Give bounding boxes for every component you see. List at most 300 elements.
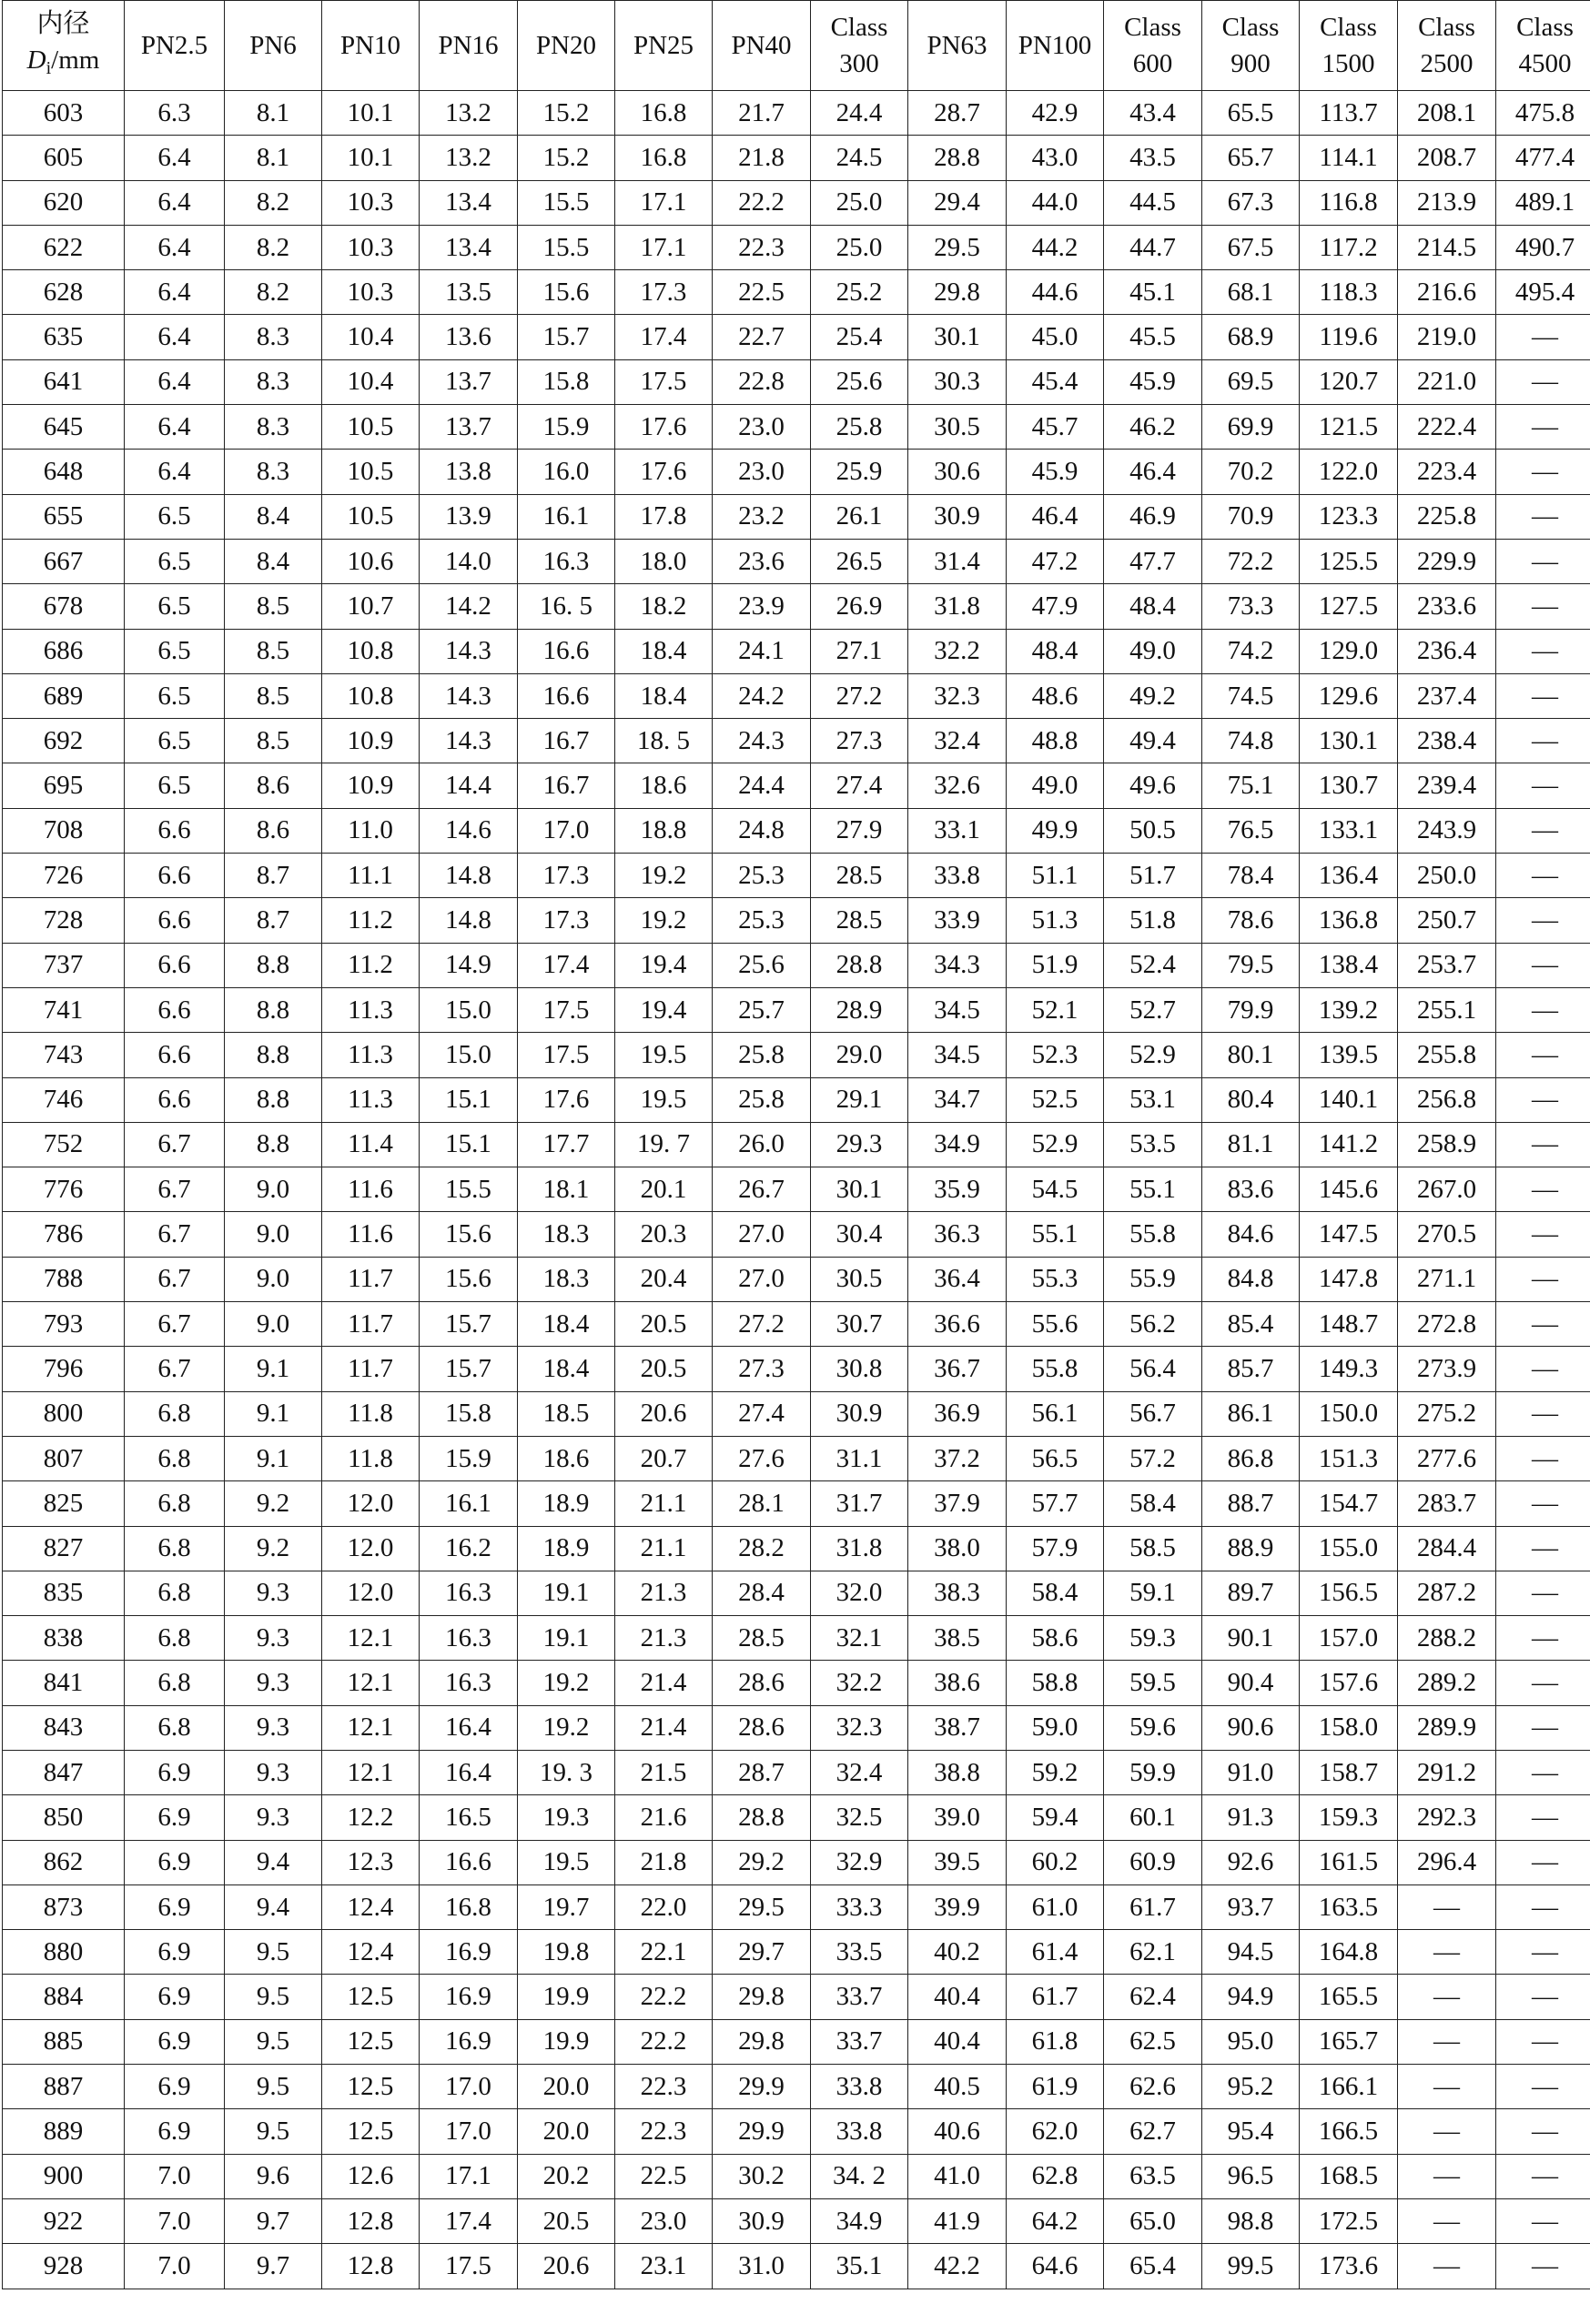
thickness-cell: 76.5 — [1202, 808, 1300, 853]
thickness-cell: 155.0 — [1300, 1526, 1398, 1571]
thickness-cell: 65.7 — [1202, 136, 1300, 180]
thickness-cell: 140.1 — [1300, 1077, 1398, 1122]
thickness-cell: 16.4 — [420, 1705, 518, 1750]
thickness-cell: 27.0 — [713, 1212, 811, 1257]
thickness-cell: 27.4 — [811, 763, 908, 808]
thickness-cell: 16.7 — [518, 719, 615, 763]
thickness-cell: 10.9 — [322, 719, 420, 763]
diameter-cell: 928 — [3, 2244, 125, 2289]
thickness-cell: — — [1496, 1167, 1590, 1212]
thickness-cell: — — [1496, 808, 1590, 853]
diameter-cell: 708 — [3, 808, 125, 853]
thickness-cell: 22.3 — [615, 2065, 713, 2109]
thickness-cell: 24.5 — [811, 136, 908, 180]
thickness-cell: 258.9 — [1398, 1122, 1496, 1167]
thickness-cell: 15.7 — [420, 1347, 518, 1391]
thickness-cell: 45.5 — [1104, 315, 1202, 359]
thickness-cell: 8.1 — [225, 136, 322, 180]
thickness-cell: 116.8 — [1300, 180, 1398, 225]
thickness-cell: 21.1 — [615, 1526, 713, 1571]
thickness-cell: 19.5 — [518, 1840, 615, 1884]
thickness-cell: 151.3 — [1300, 1436, 1398, 1480]
thickness-cell: 19.9 — [518, 1975, 615, 2019]
thickness-cell: 60.1 — [1104, 1795, 1202, 1840]
thickness-cell: 138.4 — [1300, 943, 1398, 987]
thickness-cell: 11.7 — [322, 1347, 420, 1391]
thickness-cell: 17.4 — [518, 943, 615, 987]
thickness-cell: 12.3 — [322, 1840, 420, 1884]
thickness-cell: 93.7 — [1202, 1884, 1300, 1929]
thickness-cell: 489.1 — [1496, 180, 1590, 225]
thickness-cell: 208.7 — [1398, 136, 1496, 180]
thickness-cell: 57.2 — [1104, 1436, 1202, 1480]
thickness-cell: 48.4 — [1104, 584, 1202, 629]
table-row — [3, 1122, 1590, 1167]
thickness-cell: 150.0 — [1300, 1391, 1398, 1436]
diameter-cell: 628 — [3, 270, 125, 315]
thickness-cell: 16.8 — [420, 1884, 518, 1929]
thickness-cell: 14.9 — [420, 943, 518, 987]
thickness-cell: — — [1398, 2109, 1496, 2154]
table-row — [3, 673, 1590, 718]
thickness-cell: 44.0 — [1007, 180, 1104, 225]
thickness-cell: 33.3 — [811, 1884, 908, 1929]
diameter-cell: 743 — [3, 1033, 125, 1077]
thickness-cell: 18.4 — [615, 629, 713, 673]
table-row — [3, 270, 1590, 315]
thickness-cell: 35.1 — [811, 2244, 908, 2289]
thickness-cell: 28.9 — [811, 987, 908, 1032]
thickness-cell: 61.4 — [1007, 1930, 1104, 1975]
thickness-cell: 16.7 — [518, 763, 615, 808]
thickness-cell: 32.5 — [811, 1795, 908, 1840]
thickness-cell: 94.5 — [1202, 1930, 1300, 1975]
column-header-line1: PN100 — [1018, 31, 1092, 60]
thickness-cell: 10.5 — [322, 405, 420, 450]
thickness-cell: 43.0 — [1007, 136, 1104, 180]
thickness-cell: 55.3 — [1007, 1257, 1104, 1301]
thickness-cell: 21.1 — [615, 1481, 713, 1526]
thickness-cell: 10.3 — [322, 270, 420, 315]
thickness-cell: 8.1 — [225, 91, 322, 136]
thickness-cell: — — [1496, 987, 1590, 1032]
diameter-cell: 741 — [3, 987, 125, 1032]
thickness-cell: 62.8 — [1007, 2154, 1104, 2198]
thickness-cell: 11.2 — [322, 898, 420, 943]
thickness-cell: 129.6 — [1300, 673, 1398, 718]
thickness-cell: 31.4 — [908, 539, 1007, 583]
thickness-cell: 25.2 — [811, 270, 908, 315]
thickness-cell: 21.4 — [615, 1705, 713, 1750]
thickness-cell: 27.3 — [713, 1347, 811, 1391]
thickness-cell: 79.9 — [1202, 987, 1300, 1032]
thickness-cell: 9.5 — [225, 2019, 322, 2064]
table-row — [3, 1481, 1590, 1526]
thickness-cell: 21.7 — [713, 91, 811, 136]
thickness-cell: 19. 3 — [518, 1750, 615, 1794]
thickness-cell: — — [1496, 450, 1590, 494]
thickness-cell: 141.2 — [1300, 1122, 1398, 1167]
diameter-cell: 686 — [3, 629, 125, 673]
thickness-cell: 6.6 — [125, 1033, 225, 1077]
thickness-cell: 56.7 — [1104, 1391, 1202, 1436]
thickness-cell: 34.5 — [908, 987, 1007, 1032]
thickness-cell: 88.9 — [1202, 1526, 1300, 1571]
thickness-cell: 38.8 — [908, 1750, 1007, 1794]
thickness-cell: 127.5 — [1300, 584, 1398, 629]
thickness-cell: 10.1 — [322, 91, 420, 136]
thickness-cell: 36.4 — [908, 1257, 1007, 1301]
wall-thickness-table — [2, 0, 1590, 2289]
thickness-cell: 6.4 — [125, 180, 225, 225]
thickness-cell: 16.9 — [420, 1930, 518, 1975]
diameter-cell: 885 — [3, 2019, 125, 2064]
thickness-cell: 14.4 — [420, 763, 518, 808]
thickness-cell: 39.0 — [908, 1795, 1007, 1840]
thickness-cell: 6.5 — [125, 494, 225, 539]
thickness-cell: 292.3 — [1398, 1795, 1496, 1840]
thickness-cell: 271.1 — [1398, 1257, 1496, 1301]
thickness-cell: 8.8 — [225, 1122, 322, 1167]
thickness-cell: 61.8 — [1007, 2019, 1104, 2064]
thickness-cell: 26.7 — [713, 1167, 811, 1212]
thickness-cell: 6.7 — [125, 1347, 225, 1391]
column-header-line1: Class — [1418, 13, 1475, 42]
thickness-cell: 53.5 — [1104, 1122, 1202, 1167]
thickness-cell: 20.4 — [615, 1257, 713, 1301]
thickness-cell: 33.8 — [811, 2065, 908, 2109]
table-row — [3, 1302, 1590, 1347]
thickness-cell: — — [1496, 1077, 1590, 1122]
thickness-cell: 8.5 — [225, 673, 322, 718]
table-row — [3, 1571, 1590, 1615]
thickness-cell: 133.1 — [1300, 808, 1398, 853]
thickness-cell: 148.7 — [1300, 1302, 1398, 1347]
thickness-cell: 29.8 — [713, 2019, 811, 2064]
thickness-cell: 95.4 — [1202, 2109, 1300, 2154]
thickness-cell: 250.0 — [1398, 854, 1496, 898]
thickness-cell: 51.7 — [1104, 854, 1202, 898]
thickness-cell: 6.8 — [125, 1391, 225, 1436]
thickness-cell: 74.2 — [1202, 629, 1300, 673]
table-row — [3, 2109, 1590, 2154]
thickness-cell: 38.6 — [908, 1661, 1007, 1705]
thickness-cell: 9.3 — [225, 1616, 322, 1661]
thickness-cell: 17.5 — [420, 2244, 518, 2289]
thickness-cell: 31.0 — [713, 2244, 811, 2289]
thickness-cell: 168.5 — [1300, 2154, 1398, 2198]
thickness-cell: 8.8 — [225, 987, 322, 1032]
thickness-cell: 24.4 — [811, 91, 908, 136]
thickness-cell: 61.7 — [1007, 1975, 1104, 2019]
thickness-cell: 15.1 — [420, 1077, 518, 1122]
thickness-cell: 273.9 — [1398, 1347, 1496, 1391]
thickness-cell: 84.6 — [1202, 1212, 1300, 1257]
thickness-cell: 163.5 — [1300, 1884, 1398, 1929]
thickness-cell: 25.8 — [713, 1033, 811, 1077]
thickness-cell: 20.5 — [615, 1302, 713, 1347]
thickness-cell: 36.6 — [908, 1302, 1007, 1347]
thickness-cell: 22.2 — [615, 1975, 713, 2019]
thickness-cell: 6.8 — [125, 1526, 225, 1571]
thickness-cell: 65.4 — [1104, 2244, 1202, 2289]
thickness-cell: — — [1496, 539, 1590, 583]
thickness-cell: 6.7 — [125, 1257, 225, 1301]
thickness-cell: 45.9 — [1007, 450, 1104, 494]
thickness-cell: 17.1 — [615, 180, 713, 225]
thickness-cell: 28.5 — [713, 1616, 811, 1661]
thickness-cell: 51.9 — [1007, 943, 1104, 987]
thickness-cell: — — [1496, 405, 1590, 450]
thickness-cell: — — [1496, 2154, 1590, 2198]
thickness-cell: 9.1 — [225, 1391, 322, 1436]
table-body — [3, 91, 1590, 2289]
thickness-cell: 64.2 — [1007, 2198, 1104, 2243]
thickness-cell: 11.3 — [322, 1033, 420, 1077]
thickness-cell: — — [1496, 763, 1590, 808]
thickness-cell: 6.8 — [125, 1571, 225, 1615]
column-header — [908, 1, 1007, 91]
thickness-cell: 6.9 — [125, 1840, 225, 1884]
thickness-cell: 57.9 — [1007, 1526, 1104, 1571]
thickness-cell: 70.9 — [1202, 494, 1300, 539]
thickness-cell: — — [1496, 1481, 1590, 1526]
thickness-cell: 23.0 — [713, 450, 811, 494]
thickness-cell: 16.3 — [518, 539, 615, 583]
thickness-cell: 12.1 — [322, 1661, 420, 1705]
thickness-cell: 65.5 — [1202, 91, 1300, 136]
thickness-cell: 29.9 — [713, 2065, 811, 2109]
thickness-cell: 13.5 — [420, 270, 518, 315]
table-row — [3, 1795, 1590, 1840]
thickness-cell: 36.9 — [908, 1391, 1007, 1436]
thickness-cell: 20.6 — [518, 2244, 615, 2289]
thickness-cell: 13.2 — [420, 136, 518, 180]
thickness-cell: 25.3 — [713, 898, 811, 943]
thickness-cell: 219.0 — [1398, 315, 1496, 359]
thickness-cell: 17.0 — [420, 2065, 518, 2109]
thickness-cell: 52.9 — [1104, 1033, 1202, 1077]
thickness-cell: 25.3 — [713, 854, 811, 898]
thickness-cell: 19.3 — [518, 1795, 615, 1840]
thickness-cell: 22.5 — [615, 2154, 713, 2198]
thickness-cell: 15.5 — [518, 180, 615, 225]
thickness-cell: 27.2 — [811, 673, 908, 718]
thickness-cell: 63.5 — [1104, 2154, 1202, 2198]
thickness-cell: 284.4 — [1398, 1526, 1496, 1571]
thickness-cell: 46.9 — [1104, 494, 1202, 539]
thickness-cell: 55.1 — [1007, 1212, 1104, 1257]
thickness-cell: 44.2 — [1007, 225, 1104, 269]
column-header — [225, 1, 322, 91]
thickness-cell: 10.5 — [322, 494, 420, 539]
thickness-cell: 33.8 — [908, 854, 1007, 898]
thickness-cell: 84.8 — [1202, 1257, 1300, 1301]
thickness-cell: 15.8 — [518, 359, 615, 404]
diameter-cell: 620 — [3, 180, 125, 225]
thickness-cell: 28.6 — [713, 1661, 811, 1705]
thickness-cell: 8.3 — [225, 315, 322, 359]
thickness-cell: 6.7 — [125, 1122, 225, 1167]
thickness-cell: 90.1 — [1202, 1616, 1300, 1661]
thickness-cell: 18.5 — [518, 1391, 615, 1436]
column-header — [615, 1, 713, 91]
diameter-cell: 807 — [3, 1436, 125, 1480]
thickness-cell: — — [1496, 1033, 1590, 1077]
thickness-cell: 61.9 — [1007, 2065, 1104, 2109]
thickness-cell: 15.6 — [420, 1257, 518, 1301]
diameter-cell: 800 — [3, 1391, 125, 1436]
thickness-cell: 25.8 — [713, 1077, 811, 1122]
thickness-cell: 6.9 — [125, 2109, 225, 2154]
thickness-cell: — — [1496, 1257, 1590, 1301]
thickness-cell: 6.9 — [125, 1930, 225, 1975]
thickness-cell: 277.6 — [1398, 1436, 1496, 1480]
thickness-cell: 33.9 — [908, 898, 1007, 943]
thickness-cell: 229.9 — [1398, 539, 1496, 583]
thickness-cell: 18.3 — [518, 1257, 615, 1301]
thickness-cell: 239.4 — [1398, 763, 1496, 808]
thickness-cell: 32.3 — [811, 1705, 908, 1750]
thickness-cell: 45.0 — [1007, 315, 1104, 359]
thickness-cell: 46.2 — [1104, 405, 1202, 450]
thickness-cell: 27.6 — [713, 1436, 811, 1480]
thickness-cell: 58.4 — [1007, 1571, 1104, 1615]
column-header-line1: PN63 — [927, 31, 987, 60]
thickness-cell: 10.7 — [322, 584, 420, 629]
thickness-cell: 20.0 — [518, 2109, 615, 2154]
diameter-cell: 648 — [3, 450, 125, 494]
diameter-cell: 689 — [3, 673, 125, 718]
thickness-cell: 44.6 — [1007, 270, 1104, 315]
thickness-cell: 27.0 — [713, 1257, 811, 1301]
thickness-cell: 11.7 — [322, 1257, 420, 1301]
thickness-cell: 38.0 — [908, 1526, 1007, 1571]
table-row — [3, 1526, 1590, 1571]
thickness-cell: 18.6 — [615, 763, 713, 808]
diameter-cell: 605 — [3, 136, 125, 180]
thickness-cell: 165.5 — [1300, 1975, 1398, 2019]
thickness-cell: 7.0 — [125, 2244, 225, 2289]
thickness-cell: 15.9 — [420, 1436, 518, 1480]
thickness-cell: 6.9 — [125, 1975, 225, 2019]
thickness-cell: 33.8 — [811, 2109, 908, 2154]
header-inner-diameter-symbol: $D_i/mm$ — [26, 45, 100, 78]
thickness-cell: 130.1 — [1300, 719, 1398, 763]
thickness-cell: 22.1 — [615, 1930, 713, 1975]
thickness-cell: 90.6 — [1202, 1705, 1300, 1750]
thickness-cell: 289.9 — [1398, 1705, 1496, 1750]
thickness-cell: 236.4 — [1398, 629, 1496, 673]
thickness-cell: 27.4 — [713, 1391, 811, 1436]
thickness-cell: 17.6 — [518, 1077, 615, 1122]
table-row — [3, 225, 1590, 269]
thickness-cell: 216.6 — [1398, 270, 1496, 315]
thickness-cell: 56.4 — [1104, 1347, 1202, 1391]
thickness-cell: 9.5 — [225, 1930, 322, 1975]
thickness-cell: — — [1496, 2109, 1590, 2154]
column-header — [1300, 1, 1398, 91]
thickness-cell: 30.8 — [811, 1347, 908, 1391]
thickness-cell: 36.3 — [908, 1212, 1007, 1257]
thickness-cell: — — [1496, 2065, 1590, 2109]
thickness-cell: 16.0 — [518, 450, 615, 494]
thickness-cell: 8.8 — [225, 1033, 322, 1077]
thickness-cell: 8.4 — [225, 494, 322, 539]
thickness-cell: 21.6 — [615, 1795, 713, 1840]
table-row — [3, 1212, 1590, 1257]
thickness-cell: 6.7 — [125, 1167, 225, 1212]
thickness-cell: 6.5 — [125, 719, 225, 763]
thickness-cell: — — [1398, 2019, 1496, 2064]
thickness-cell: 6.7 — [125, 1302, 225, 1347]
thickness-cell: 18.9 — [518, 1481, 615, 1526]
thickness-cell: 52.9 — [1007, 1122, 1104, 1167]
thickness-cell: 65.0 — [1104, 2198, 1202, 2243]
thickness-cell: 49.9 — [1007, 808, 1104, 853]
thickness-cell: 39.5 — [908, 1840, 1007, 1884]
thickness-cell: 94.9 — [1202, 1975, 1300, 2019]
thickness-cell: 86.8 — [1202, 1436, 1300, 1480]
thickness-cell: 92.6 — [1202, 1840, 1300, 1884]
thickness-cell: 42.9 — [1007, 91, 1104, 136]
thickness-cell: 11.1 — [322, 854, 420, 898]
thickness-cell: 6.5 — [125, 763, 225, 808]
thickness-cell: 62.5 — [1104, 2019, 1202, 2064]
thickness-cell: 495.4 — [1496, 270, 1590, 315]
thickness-cell: 7.0 — [125, 2198, 225, 2243]
table-row — [3, 1750, 1590, 1794]
thickness-cell: 12.1 — [322, 1616, 420, 1661]
thickness-cell: 18.9 — [518, 1526, 615, 1571]
column-header-line2: 4500 — [1518, 49, 1572, 78]
thickness-cell: — — [1496, 1884, 1590, 1929]
thickness-cell: 6.4 — [125, 315, 225, 359]
thickness-cell: 9.0 — [225, 1302, 322, 1347]
thickness-cell: 17.3 — [518, 854, 615, 898]
thickness-cell: 16.3 — [420, 1571, 518, 1615]
column-header-line1: PN10 — [339, 31, 401, 60]
column-header-line1: Class — [1124, 13, 1181, 42]
table-row — [3, 808, 1590, 853]
thickness-cell: — — [1496, 494, 1590, 539]
thickness-cell: 15.8 — [420, 1391, 518, 1436]
thickness-cell: 75.1 — [1202, 763, 1300, 808]
table-row — [3, 1705, 1590, 1750]
diameter-cell: 746 — [3, 1077, 125, 1122]
thickness-cell: 14.3 — [420, 629, 518, 673]
thickness-cell: 59.4 — [1007, 1795, 1104, 1840]
thickness-cell: 78.6 — [1202, 898, 1300, 943]
column-header-line2: 600 — [1132, 49, 1173, 78]
thickness-cell: 19.8 — [518, 1930, 615, 1975]
thickness-cell: 287.2 — [1398, 1571, 1496, 1615]
thickness-cell: 55.1 — [1104, 1167, 1202, 1212]
thickness-cell: 8.4 — [225, 539, 322, 583]
thickness-cell: 55.8 — [1007, 1347, 1104, 1391]
thickness-cell: 12.1 — [322, 1705, 420, 1750]
thickness-cell: 119.6 — [1300, 315, 1398, 359]
thickness-cell: 157.6 — [1300, 1661, 1398, 1705]
thickness-cell: 11.0 — [322, 808, 420, 853]
thickness-cell: 55.9 — [1104, 1257, 1202, 1301]
thickness-cell: 233.6 — [1398, 584, 1496, 629]
thickness-cell: — — [1398, 2244, 1496, 2289]
thickness-cell: — — [1496, 584, 1590, 629]
thickness-cell: 25.7 — [713, 987, 811, 1032]
thickness-cell: 59.0 — [1007, 1705, 1104, 1750]
table-row — [3, 1975, 1590, 2019]
